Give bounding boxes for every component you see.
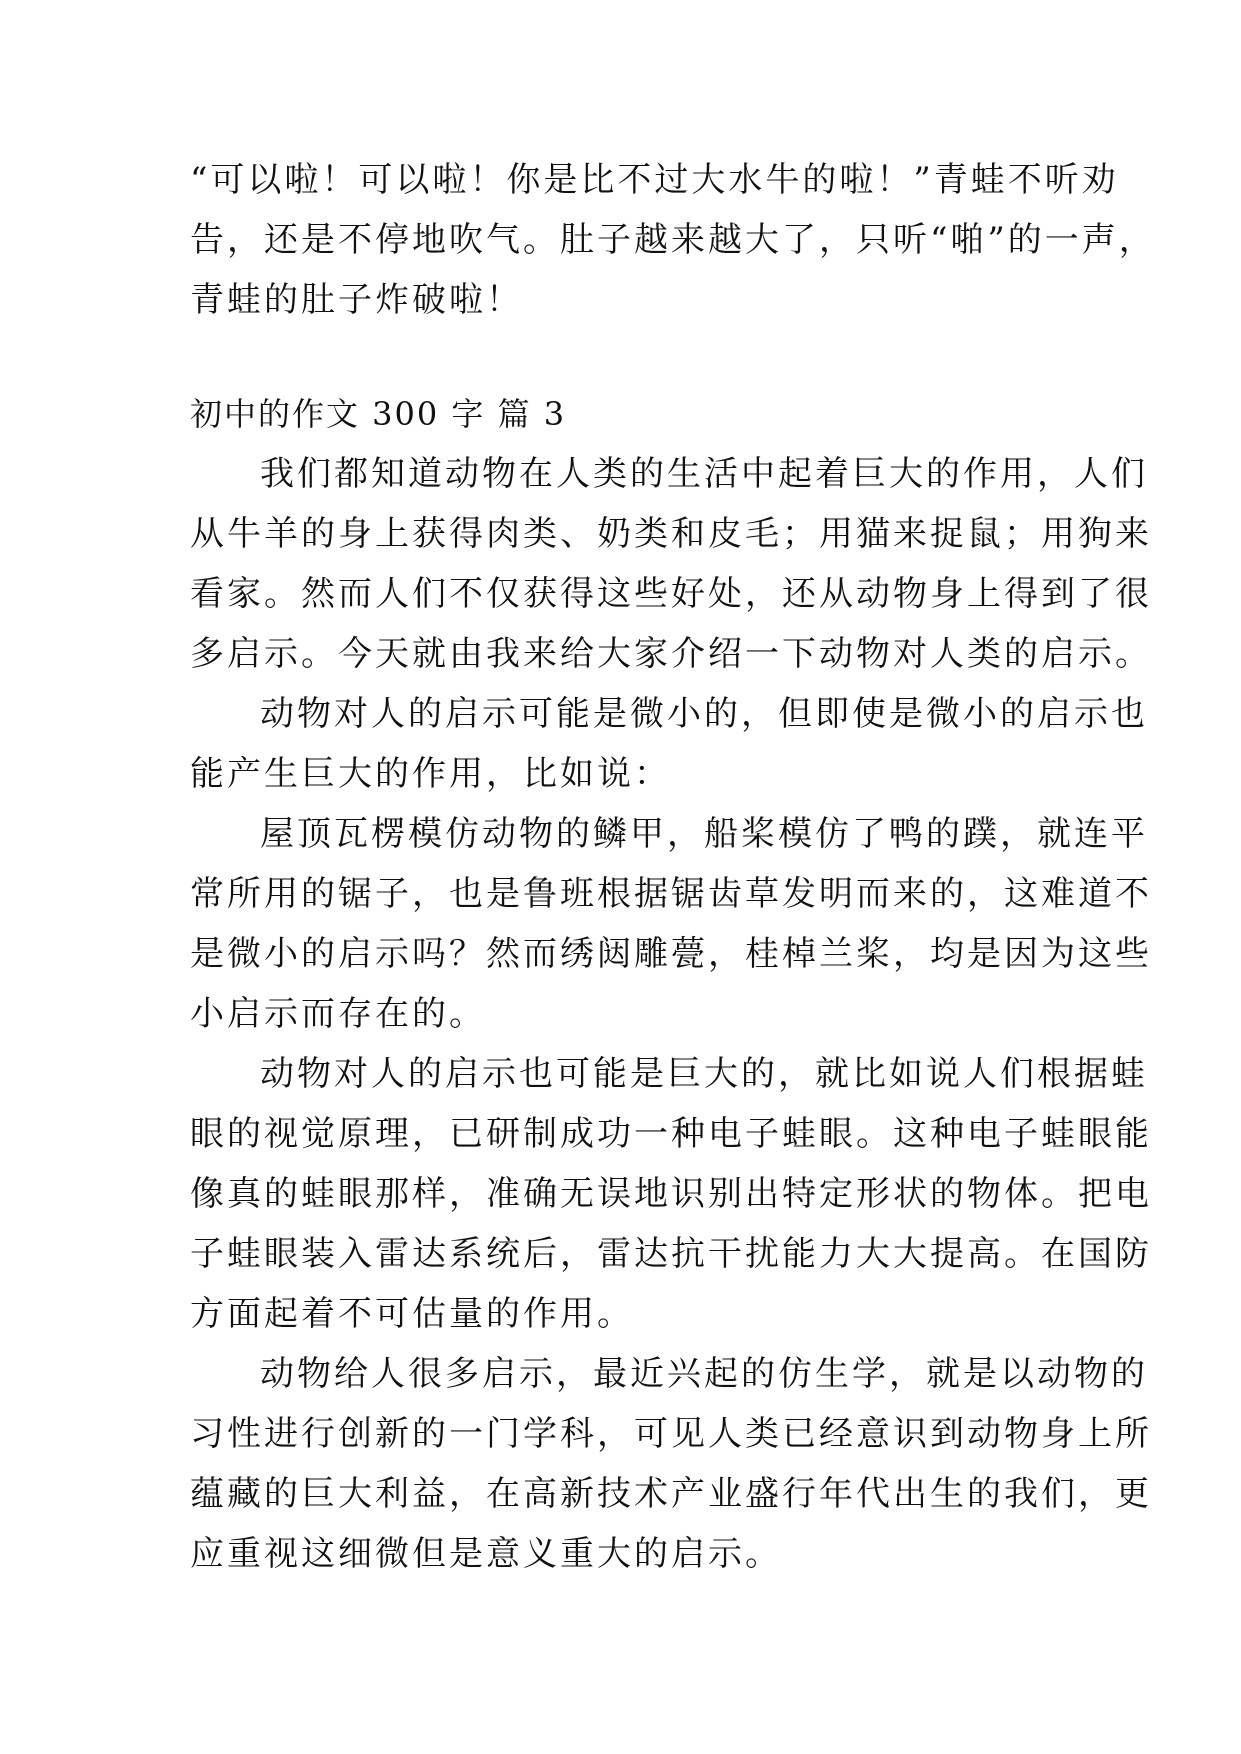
text-line: 是微小的启示吗？然而绣闼雕甍，桂棹兰桨，均是因为这些 <box>190 934 1152 974</box>
section-title: 初中的作文 300 字 篇 3 <box>190 395 567 433</box>
paragraph-3 <box>190 804 1152 1044</box>
paragraph-1 <box>190 444 1152 684</box>
paragraph-2 <box>190 684 1148 804</box>
text-line: 子蛙眼装入雷达系统后，雷达抗干扰能力大大提高。在国防 <box>190 1234 1152 1274</box>
text-line: 常所用的锯子，也是鲁班根据锯齿草发明而来的，这难道不 <box>190 874 1152 914</box>
text-line: 动物对人的启示也可能是巨大的，就比如说人们根据蛙 <box>260 1054 1148 1094</box>
text-line: 方面起着不可估量的作用。 <box>190 1294 634 1334</box>
story-ending-paragraph <box>190 150 1156 330</box>
paragraph-5 <box>190 1344 1152 1584</box>
text-line: 小启示而存在的。 <box>190 994 486 1034</box>
text-line: 眼的视觉原理，已研制成功一种电子蛙眼。这种电子蛙眼能 <box>190 1114 1152 1154</box>
text-line: “可以啦！可以啦！你是比不过大水牛的啦！”青蛙不听劝 <box>190 160 1119 200</box>
text-line: 蕴藏的巨大利益，在高新技术产业盛行年代出生的我们，更 <box>190 1474 1152 1514</box>
text-line: 动物给人很多启示，最近兴起的仿生学，就是以动物的 <box>260 1354 1148 1394</box>
text-line: 应重视这细微但是意义重大的启示。 <box>190 1534 782 1574</box>
text-line: 动物对人的启示可能是微小的，但即使是微小的启示也 <box>260 694 1148 734</box>
text-line: 告，还是不停地吹气。肚子越来越大了，只听“啪”的一声， <box>190 220 1156 260</box>
text-line: 多启示。今天就由我来给大家介绍一下动物对人类的启示。 <box>190 634 1152 674</box>
text-line: 看家。然而人们不仅获得这些好处，还从动物身上得到了很 <box>190 574 1152 614</box>
paragraph-4 <box>190 1044 1152 1344</box>
text-line: 青蛙的肚子炸破啦！ <box>190 280 523 320</box>
text-line: 能产生巨大的作用，比如说： <box>190 754 671 794</box>
text-line: 从牛羊的身上获得肉类、奶类和皮毛；用猫来捉鼠；用狗来 <box>190 514 1152 554</box>
text-line: 像真的蛙眼那样，准确无误地识别出特定形状的物体。把电 <box>190 1174 1152 1214</box>
text-line: 我们都知道动物在人类的生活中起着巨大的作用，人们 <box>260 454 1148 494</box>
text-line: 屋顶瓦楞模仿动物的鳞甲，船桨模仿了鸭的蹼，就连平 <box>260 814 1148 854</box>
text-line: 习性进行创新的一门学科，可见人类已经意识到动物身上所 <box>190 1414 1152 1454</box>
